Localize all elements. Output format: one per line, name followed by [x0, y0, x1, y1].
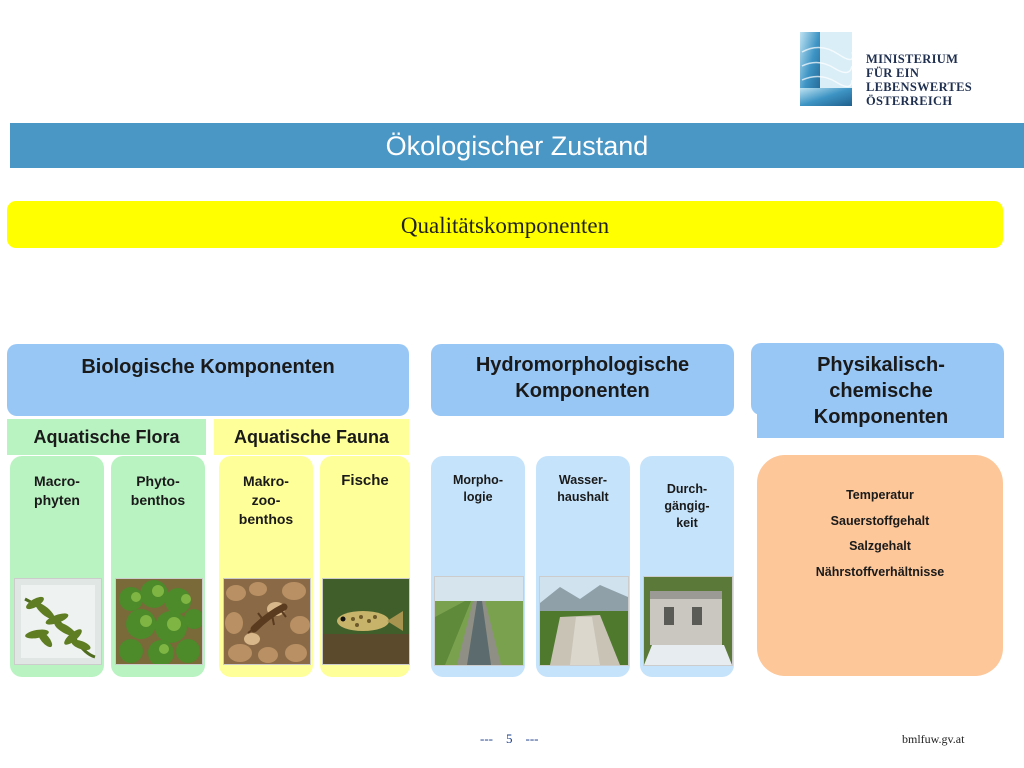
column-label: Durch- gängig- keit: [664, 482, 710, 530]
parameter-oxygen: Sauerstoffgehalt: [830, 514, 930, 528]
header-label-line: chemische: [829, 380, 933, 402]
header-label-line: Physikalisch-: [817, 354, 945, 376]
aquatic-flora-header: Aquatische Flora: [7, 419, 206, 455]
column-label: Macro- phyten: [34, 473, 80, 508]
column-durchgaengigkeit: [640, 456, 734, 677]
header-label: Biologische Komponenten: [81, 356, 335, 378]
parameter-nutrients: Nährstoffverhältnisse: [815, 565, 945, 579]
page-title: Ökologischer Zustand: [385, 131, 649, 161]
header-label-line: Hydromorphologische: [475, 354, 690, 376]
column-makrozoobenthos: [219, 456, 313, 677]
column-label: Phyto- benthos: [130, 473, 186, 508]
column-fische: [320, 456, 410, 677]
column-label: Morpho- logie: [453, 473, 503, 504]
logo-line: MINISTERIUM: [866, 52, 959, 66]
ministry-logo-icon: [800, 32, 852, 106]
channel-morphology-photo: [434, 576, 524, 666]
column-label: Makro- zoo- benthos: [238, 473, 294, 527]
physicochemical-parameters-box: [757, 455, 1003, 676]
weir-dam-photo: [643, 576, 733, 666]
ministry-logo-text: [866, 52, 972, 108]
column-wasserhaushalt: [536, 456, 630, 677]
column-label: Wasser- haushalt: [557, 473, 609, 504]
banner-label: Qualitätskomponenten: [400, 213, 610, 238]
quality-components-banner: [7, 201, 1003, 248]
macrophyte-photo: [14, 578, 102, 665]
header-label-line: Komponenten: [515, 380, 650, 402]
parameter-temperature: Temperatur: [846, 488, 914, 502]
column-macrophyten: [10, 456, 104, 677]
header-label-line: Komponenten: [813, 406, 949, 428]
fish-photo: [322, 578, 410, 665]
hydromorphological-components-header: [431, 344, 734, 416]
riverbed-photo: [539, 576, 629, 666]
footer-url: bmlfuw.gv.at: [902, 732, 965, 746]
macrozoobenthos-photo: [223, 578, 311, 665]
title-bar: [10, 123, 1024, 168]
column-label: Fische: [341, 472, 389, 489]
logo-line: FÜR EIN: [866, 66, 920, 80]
physicochemical-header-text: [751, 352, 1011, 430]
parameter-salinity: Salzgehalt: [849, 539, 911, 553]
logo-line: LEBENSWERTES: [866, 80, 972, 94]
page-number: --- 5 ---: [480, 731, 539, 746]
phytobenthos-photo: [115, 578, 203, 665]
column-morphologie: [431, 456, 525, 677]
aquatic-fauna-header: Aquatische Fauna: [214, 419, 409, 455]
column-phytobenthos: [111, 456, 205, 677]
biological-components-header: [7, 344, 409, 416]
logo-line: ÖSTERREICH: [866, 94, 953, 108]
